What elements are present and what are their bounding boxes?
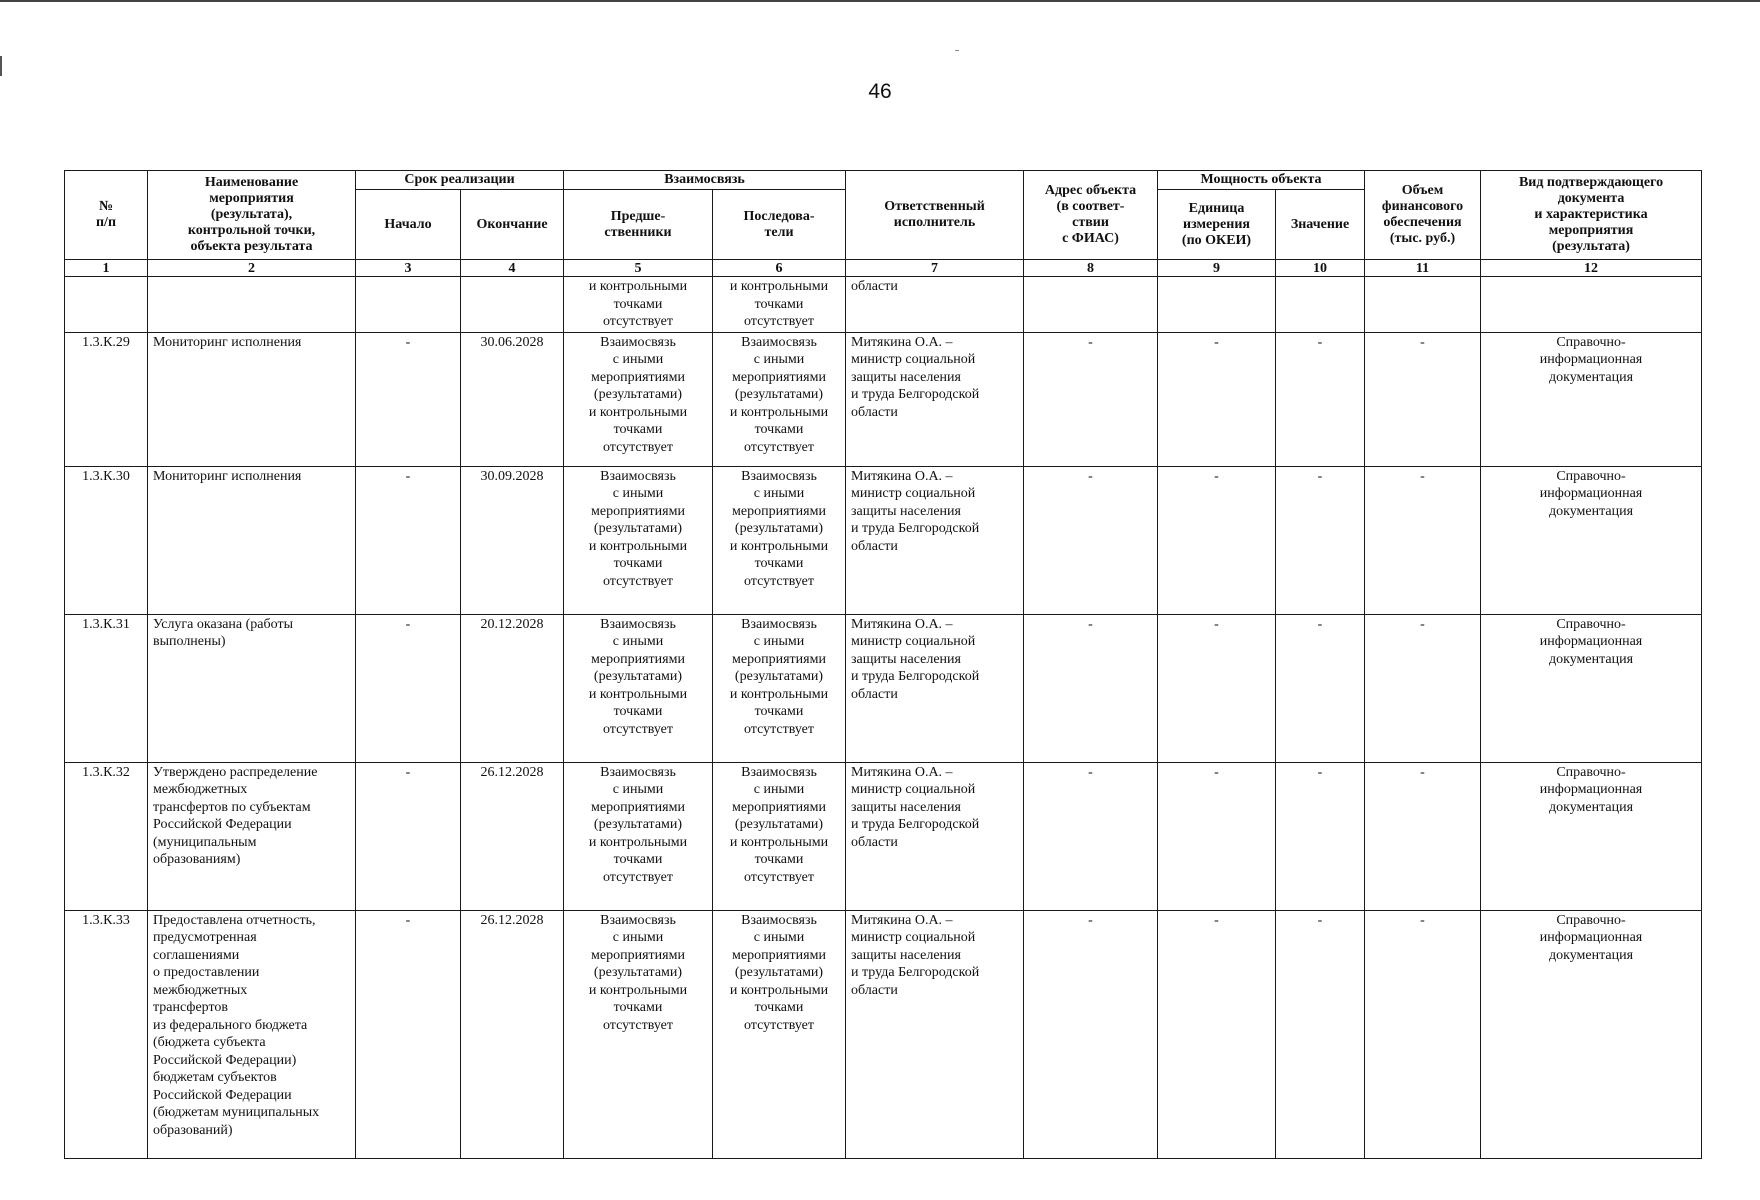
- column-number: 10: [1276, 260, 1365, 277]
- column-number: 5: [564, 260, 713, 277]
- column-number: 3: [356, 260, 461, 277]
- table-cell: [461, 277, 564, 333]
- cell-responsible: Митякина О.А. – министр социальной защиты населения и труда Белгородской области: [846, 762, 1024, 910]
- table-row: [65, 466, 1702, 614]
- table-row: [65, 762, 1702, 910]
- table-cell: [1276, 277, 1365, 333]
- cell-num: 1.3.К.33: [65, 910, 148, 1158]
- cell-start: -: [356, 466, 461, 614]
- header-row-1: [65, 171, 1702, 190]
- cell-num: 1.3.К.30: [65, 466, 148, 614]
- cell-doc-type: Справочно- информационная документация: [1481, 910, 1702, 1158]
- cell-successors: Взаимосвязь с иными мероприятиями (результатами) и контрольными точками отсутствует: [713, 614, 846, 762]
- column-number: 9: [1158, 260, 1276, 277]
- cell-predecessors: Взаимосвязь с иными мероприятиями (результатами) и контрольными точками отсутствует: [564, 762, 713, 910]
- column-number: 11: [1365, 260, 1481, 277]
- header-unit: Единица измерения (по ОКЕИ): [1158, 190, 1276, 260]
- cell-responsible: области: [846, 277, 1024, 333]
- column-number: 8: [1024, 260, 1158, 277]
- table-cell: [148, 277, 356, 333]
- cell-name: Утверждено распределение межбюджетных трансфертов по субъектам Российской Федерации (муниципальным образованиям): [148, 762, 356, 910]
- cell-successors: Взаимосвязь с иными мероприятиями (результатами) и контрольными точками отсутствует: [713, 762, 846, 910]
- scan-speck: [955, 50, 959, 51]
- header-value: Значение: [1276, 190, 1365, 260]
- cell-end: 26.12.2028: [461, 910, 564, 1158]
- cell-address: -: [1024, 466, 1158, 614]
- cell-predecessors: Взаимосвязь с иными мероприятиями (результатами) и контрольными точками отсутствует: [564, 910, 713, 1158]
- cell-successors: Взаимосвязь с иными мероприятиями (результатами) и контрольными точками отсутствует: [713, 910, 846, 1158]
- cell-num: 1.3.К.31: [65, 614, 148, 762]
- cell-num: 1.3.К.32: [65, 762, 148, 910]
- column-number: 1: [65, 260, 148, 277]
- column-number: 7: [846, 260, 1024, 277]
- cell-name: Мониторинг исполнения: [148, 332, 356, 466]
- cell-successors: Взаимосвязь с иными мероприятиями (результатами) и контрольными точками отсутствует: [713, 466, 846, 614]
- cell-doc-type: Справочно- информационная документация: [1481, 762, 1702, 910]
- header-capacity: Мощность объекта: [1158, 171, 1365, 190]
- cell-value: -: [1276, 466, 1365, 614]
- cell-funding: -: [1365, 614, 1481, 762]
- table-row: [65, 614, 1702, 762]
- cell-successors: Взаимосвязь с иными мероприятиями (результатами) и контрольными точками отсутствует: [713, 332, 846, 466]
- cell-address: -: [1024, 332, 1158, 466]
- continuation-row: [65, 277, 1702, 333]
- cell-predecessors: Взаимосвязь с иными мероприятиями (результатами) и контрольными точками отсутствует: [564, 332, 713, 466]
- cell-value: -: [1276, 614, 1365, 762]
- activities-table: [64, 170, 1702, 1159]
- cell-address: -: [1024, 910, 1158, 1158]
- cell-predecessors: Взаимосвязь с иными мероприятиями (результатами) и контрольными точками отсутствует: [564, 614, 713, 762]
- cell-unit: -: [1158, 614, 1276, 762]
- cell-address: -: [1024, 762, 1158, 910]
- table-cell: [1024, 277, 1158, 333]
- header-name: Наименование мероприятия (результата), контрольной точки, объекта результата: [148, 171, 356, 260]
- table-cell: [1365, 277, 1481, 333]
- cell-value: -: [1276, 332, 1365, 466]
- table-cell: [1481, 277, 1702, 333]
- cell-responsible: Митякина О.А. – министр социальной защиты населения и труда Белгородской области: [846, 614, 1024, 762]
- cell-value: -: [1276, 910, 1365, 1158]
- cell-doc-type: Справочно- информационная документация: [1481, 614, 1702, 762]
- cell-unit: -: [1158, 466, 1276, 614]
- column-number: 2: [148, 260, 356, 277]
- table-row: [65, 910, 1702, 1158]
- scan-edge-top: [0, 0, 1760, 2]
- cell-unit: -: [1158, 762, 1276, 910]
- cell-funding: -: [1365, 762, 1481, 910]
- cell-start: -: [356, 762, 461, 910]
- header-relation: Взаимосвязь: [564, 171, 846, 190]
- header-doc-type: Вид подтверждающего документа и характеристика мероприятия (результата): [1481, 171, 1702, 260]
- cell-name: Услуга оказана (работы выполнены): [148, 614, 356, 762]
- cell-num: 1.3.К.29: [65, 332, 148, 466]
- cell-responsible: Митякина О.А. – министр социальной защиты населения и труда Белгородской области: [846, 910, 1024, 1158]
- header-funding: Объем финансового обеспечения (тыс. руб.): [1365, 171, 1481, 260]
- cell-predecessors: Взаимосвязь с иными мероприятиями (результатами) и контрольными точками отсутствует: [564, 466, 713, 614]
- cell-doc-type: Справочно- информационная документация: [1481, 332, 1702, 466]
- column-number: 6: [713, 260, 846, 277]
- cell-funding: -: [1365, 332, 1481, 466]
- header-period: Срок реализации: [356, 171, 564, 190]
- cell-value: -: [1276, 762, 1365, 910]
- cell-end: 30.06.2028: [461, 332, 564, 466]
- header-address: Адрес объекта (в соответ- ствии с ФИАС): [1024, 171, 1158, 260]
- cell-funding: -: [1365, 910, 1481, 1158]
- header-column-numbers: [65, 260, 1702, 277]
- cell-end: 30.09.2028: [461, 466, 564, 614]
- column-number: 4: [461, 260, 564, 277]
- header-num: № п/п: [65, 171, 148, 260]
- cell-end: 20.12.2028: [461, 614, 564, 762]
- cell-unit: -: [1158, 332, 1276, 466]
- cell-start: -: [356, 614, 461, 762]
- cell-start: -: [356, 332, 461, 466]
- cell-start: -: [356, 910, 461, 1158]
- cell-predecessors: и контрольными точками отсутствует: [564, 277, 713, 333]
- table-cell: [1158, 277, 1276, 333]
- cell-unit: -: [1158, 910, 1276, 1158]
- header-predecessors: Предше- ственники: [564, 190, 713, 260]
- cell-name: Мониторинг исполнения: [148, 466, 356, 614]
- cell-successors: и контрольными точками отсутствует: [713, 277, 846, 333]
- page-number: 46: [868, 80, 892, 103]
- cell-responsible: Митякина О.А. – министр социальной защиты населения и труда Белгородской области: [846, 466, 1024, 614]
- header-start: Начало: [356, 190, 461, 260]
- cell-name: Предоставлена отчетность, предусмотренная соглашениями о предоставлении межбюджетных трансфертов из федерального бюджета (бюджета субъекта Российской Федерации) бюджетам субъектов Российской Федерации (бюджетам муниципальных образований): [148, 910, 356, 1158]
- header-end: Окончание: [461, 190, 564, 260]
- header-responsible: Ответственный исполнитель: [846, 171, 1024, 260]
- cell-end: 26.12.2028: [461, 762, 564, 910]
- header-successors: Последова- тели: [713, 190, 846, 260]
- table-row: [65, 332, 1702, 466]
- column-number: 12: [1481, 260, 1702, 277]
- scan-edge-left: [0, 56, 2, 76]
- cell-address: -: [1024, 614, 1158, 762]
- cell-doc-type: Справочно- информационная документация: [1481, 466, 1702, 614]
- table-cell: [356, 277, 461, 333]
- table-cell: [65, 277, 148, 333]
- cell-funding: -: [1365, 466, 1481, 614]
- cell-responsible: Митякина О.А. – министр социальной защиты населения и труда Белгородской области: [846, 332, 1024, 466]
